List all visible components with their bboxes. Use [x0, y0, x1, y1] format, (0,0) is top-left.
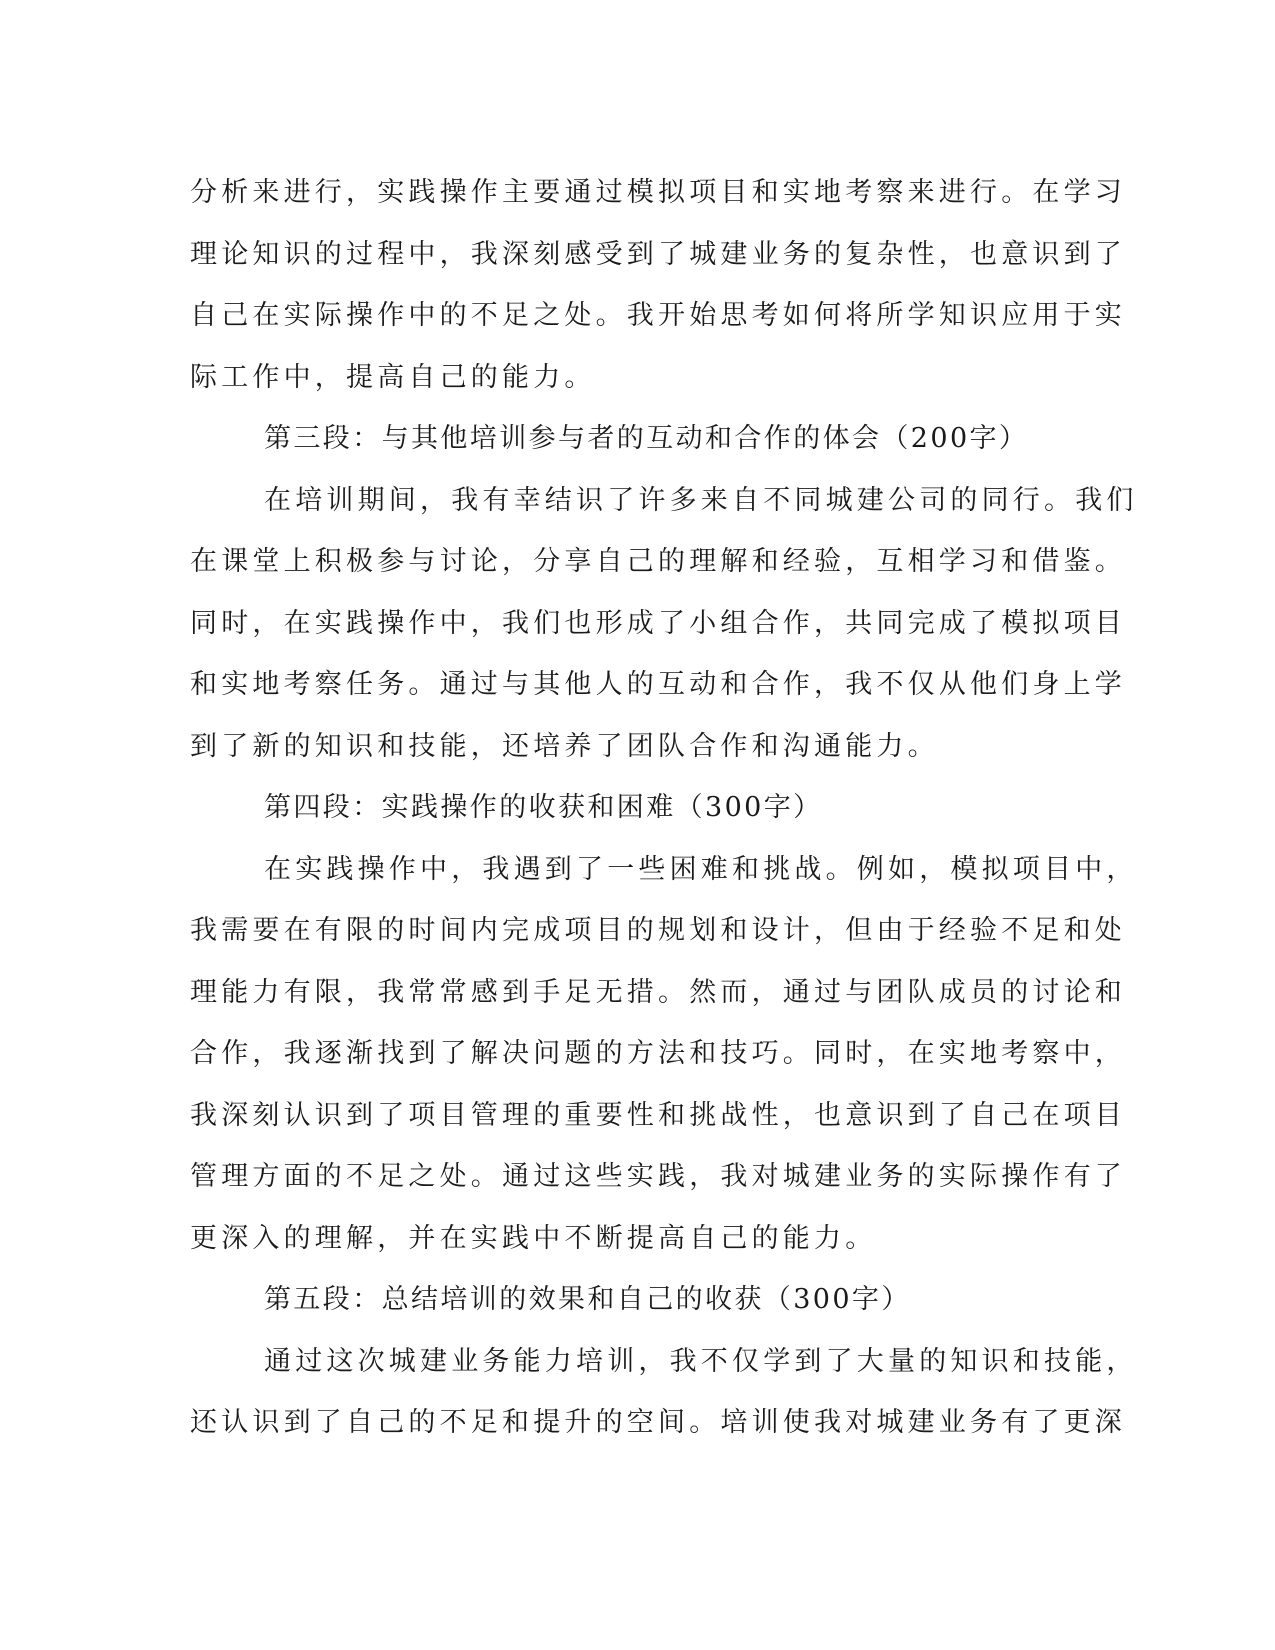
paragraph-line: 同时，在实践操作中，我们也形成了小组合作，共同完成了模拟项目	[190, 607, 1126, 639]
paragraph-line: 通过这次城建业务能力培训，我不仅学到了大量的知识和技能，	[264, 1345, 1138, 1377]
paragraph-line: 理能力有限，我常常感到手足无措。然而，通过与团队成员的讨论和	[190, 976, 1126, 1008]
paragraph-line: 合作，我逐渐找到了解决问题的方法和技巧。同时，在实地考察中，	[190, 1038, 1126, 1069]
paragraph-line: 际工作中，提高自己的能力。	[190, 361, 596, 393]
section-heading-5: 第五段：总结培训的效果和自己的收获（300字）	[264, 1284, 911, 1315]
paragraph-line: 还认识到了自己的不足和提升的空间。培训使我对城建业务有了更深	[190, 1407, 1126, 1438]
section-heading-3: 第三段：与其他培训参与者的互动和合作的体会（200字）	[264, 423, 1029, 454]
document-body	[190, 162, 1138, 1454]
paragraph-line: 在课堂上积极参与讨论，分享自己的理解和经验，互相学习和借鉴。	[190, 546, 1126, 577]
paragraph-line: 理论知识的过程中，我深刻感受到了城建业务的复杂性，也意识到了	[190, 238, 1126, 270]
paragraph-line: 在实践操作中，我遇到了一些困难和挑战。例如，模拟项目中，	[264, 853, 1138, 885]
paragraph-line: 自己在实际操作中的不足之处。我开始思考如何将所学知识应用于实	[190, 300, 1126, 331]
paragraph-line: 在培训期间，我有幸结识了许多来自不同城建公司的同行。我们	[264, 484, 1138, 516]
paragraph-line: 我深刻认识到了项目管理的重要性和挑战性，也意识到了自己在项目	[190, 1099, 1126, 1131]
paragraph-line: 到了新的知识和技能，还培养了团队合作和沟通能力。	[190, 730, 939, 762]
paragraph-line: 我需要在有限的时间内完成项目的规划和设计，但由于经验不足和处	[190, 915, 1126, 946]
section-heading-4: 第四段：实践操作的收获和困难（300字）	[264, 792, 823, 823]
paragraph-line: 更深入的理解，并在实践中不断提高自己的能力。	[190, 1222, 877, 1254]
paragraph-line: 分析来进行，实践操作主要通过模拟项目和实地考察来进行。在学习	[190, 177, 1126, 208]
paragraph-line: 管理方面的不足之处。通过这些实践，我对城建业务的实际操作有了	[190, 1161, 1126, 1192]
paragraph-line: 和实地考察任务。通过与其他人的互动和合作，我不仅从他们身上学	[190, 669, 1126, 700]
